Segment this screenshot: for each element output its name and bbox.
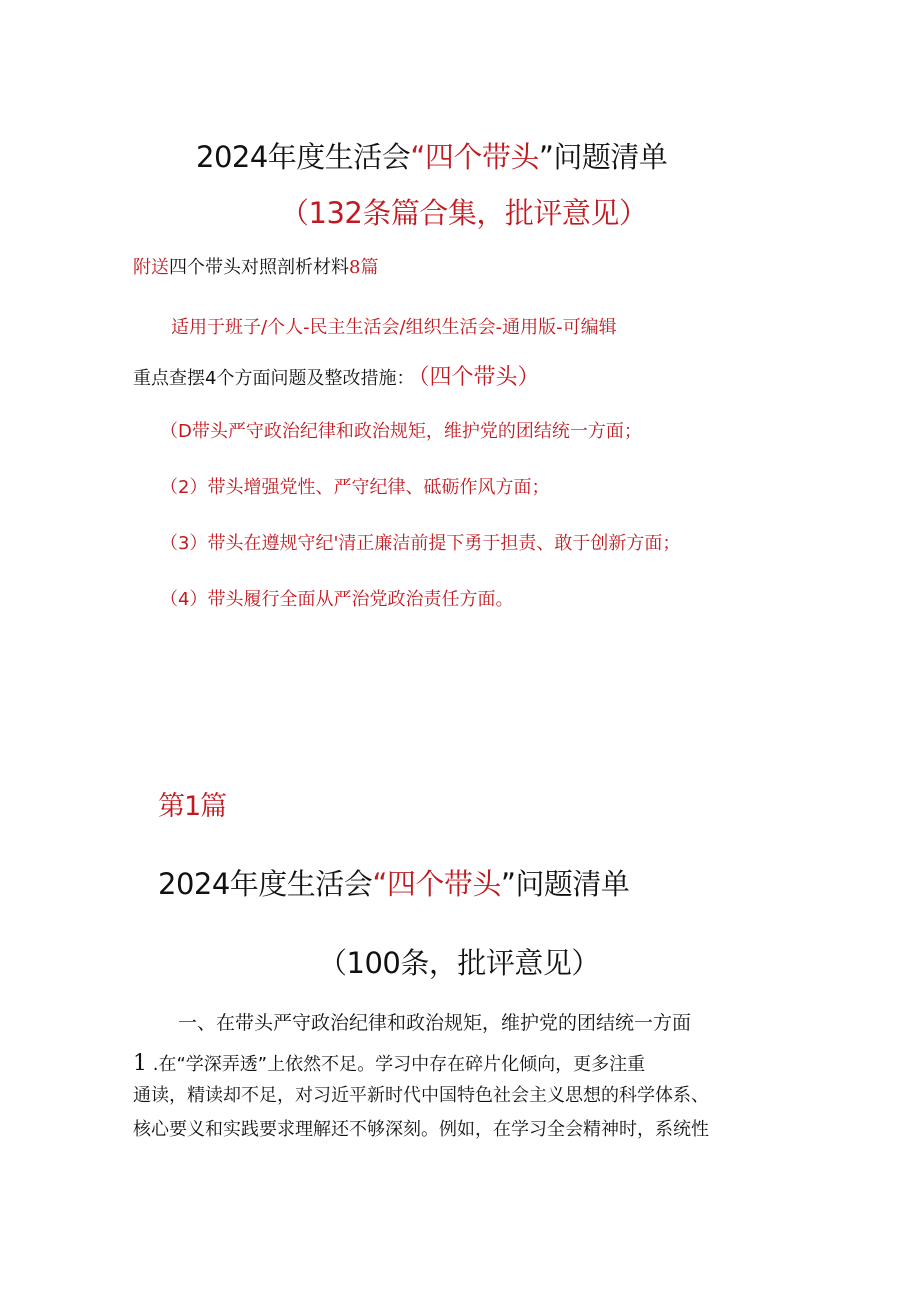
part-title-suffix: 问题清单 [515, 867, 630, 901]
part-label: 第1篇 [158, 791, 227, 822]
paragraph-line: 通读，精读却不足，对习近平新时代中国特色社会主义思想的科学体系、 [133, 1085, 709, 1106]
part-title [158, 867, 630, 901]
scope-note: 适用于班子/个人-民主生活会/组织生活会-通用版-可编辑 [171, 317, 617, 338]
paragraph-line: 核心要义和实践要求理解还不够深刻。例如，在学习全会精神时，系统性 [133, 1119, 709, 1140]
part-title-highlight: 四个带头 [386, 867, 501, 901]
part-title-quote-open: “ [372, 867, 387, 901]
section-heading: 一、在带头严守政治纪律和政治规矩，维护党的团结统一方面 [178, 1012, 692, 1034]
paragraph-line [133, 1053, 645, 1075]
item-number: 1 [133, 1051, 147, 1076]
focus-text: 重点查摆4个方面问题及整改措施： [133, 368, 415, 389]
document-subtitle: （132条篇合集，批评意见） [280, 196, 648, 230]
attachment-note [133, 259, 378, 277]
focus-item: （D带头严守政治纪律和政治规矩，维护党的团结统一方面； [160, 421, 642, 442]
title-quote-open: “ [410, 140, 425, 174]
title-quote-close: ” [538, 140, 554, 174]
title-prefix: 2024年度生活会 [196, 140, 411, 174]
item-lead: .在“学深弄透”上依然不足。 [152, 1054, 376, 1075]
title-suffix: 问题清单 [553, 140, 668, 174]
item-text: 学习中存在碎片化倾向，更多注重 [375, 1054, 646, 1075]
part-title-prefix: 2024年度生活会 [158, 867, 373, 901]
attachment-text: 四个带头对照剖析材料 [169, 257, 349, 278]
focus-tag: （四个带头） [418, 365, 540, 390]
title-highlight: 四个带头 [424, 140, 539, 174]
part-title-quote-close: ” [500, 867, 516, 901]
focus-heading [133, 367, 539, 389]
part-subtitle: （100条，批评意见） [318, 946, 600, 980]
attachment-prefix: 附送 [133, 257, 169, 278]
focus-item: （2）带头增强党性、严守纪律、砥砺作风方面； [160, 477, 550, 498]
focus-item: （3）带头在遵规守纪'清正廉洁前提下勇于担责、敢于创新方面； [160, 533, 681, 554]
focus-item: （4）带头履行全面从严治党政治责任方面。 [160, 589, 514, 610]
document-title [196, 140, 668, 174]
attachment-count: 8篇 [349, 257, 379, 278]
